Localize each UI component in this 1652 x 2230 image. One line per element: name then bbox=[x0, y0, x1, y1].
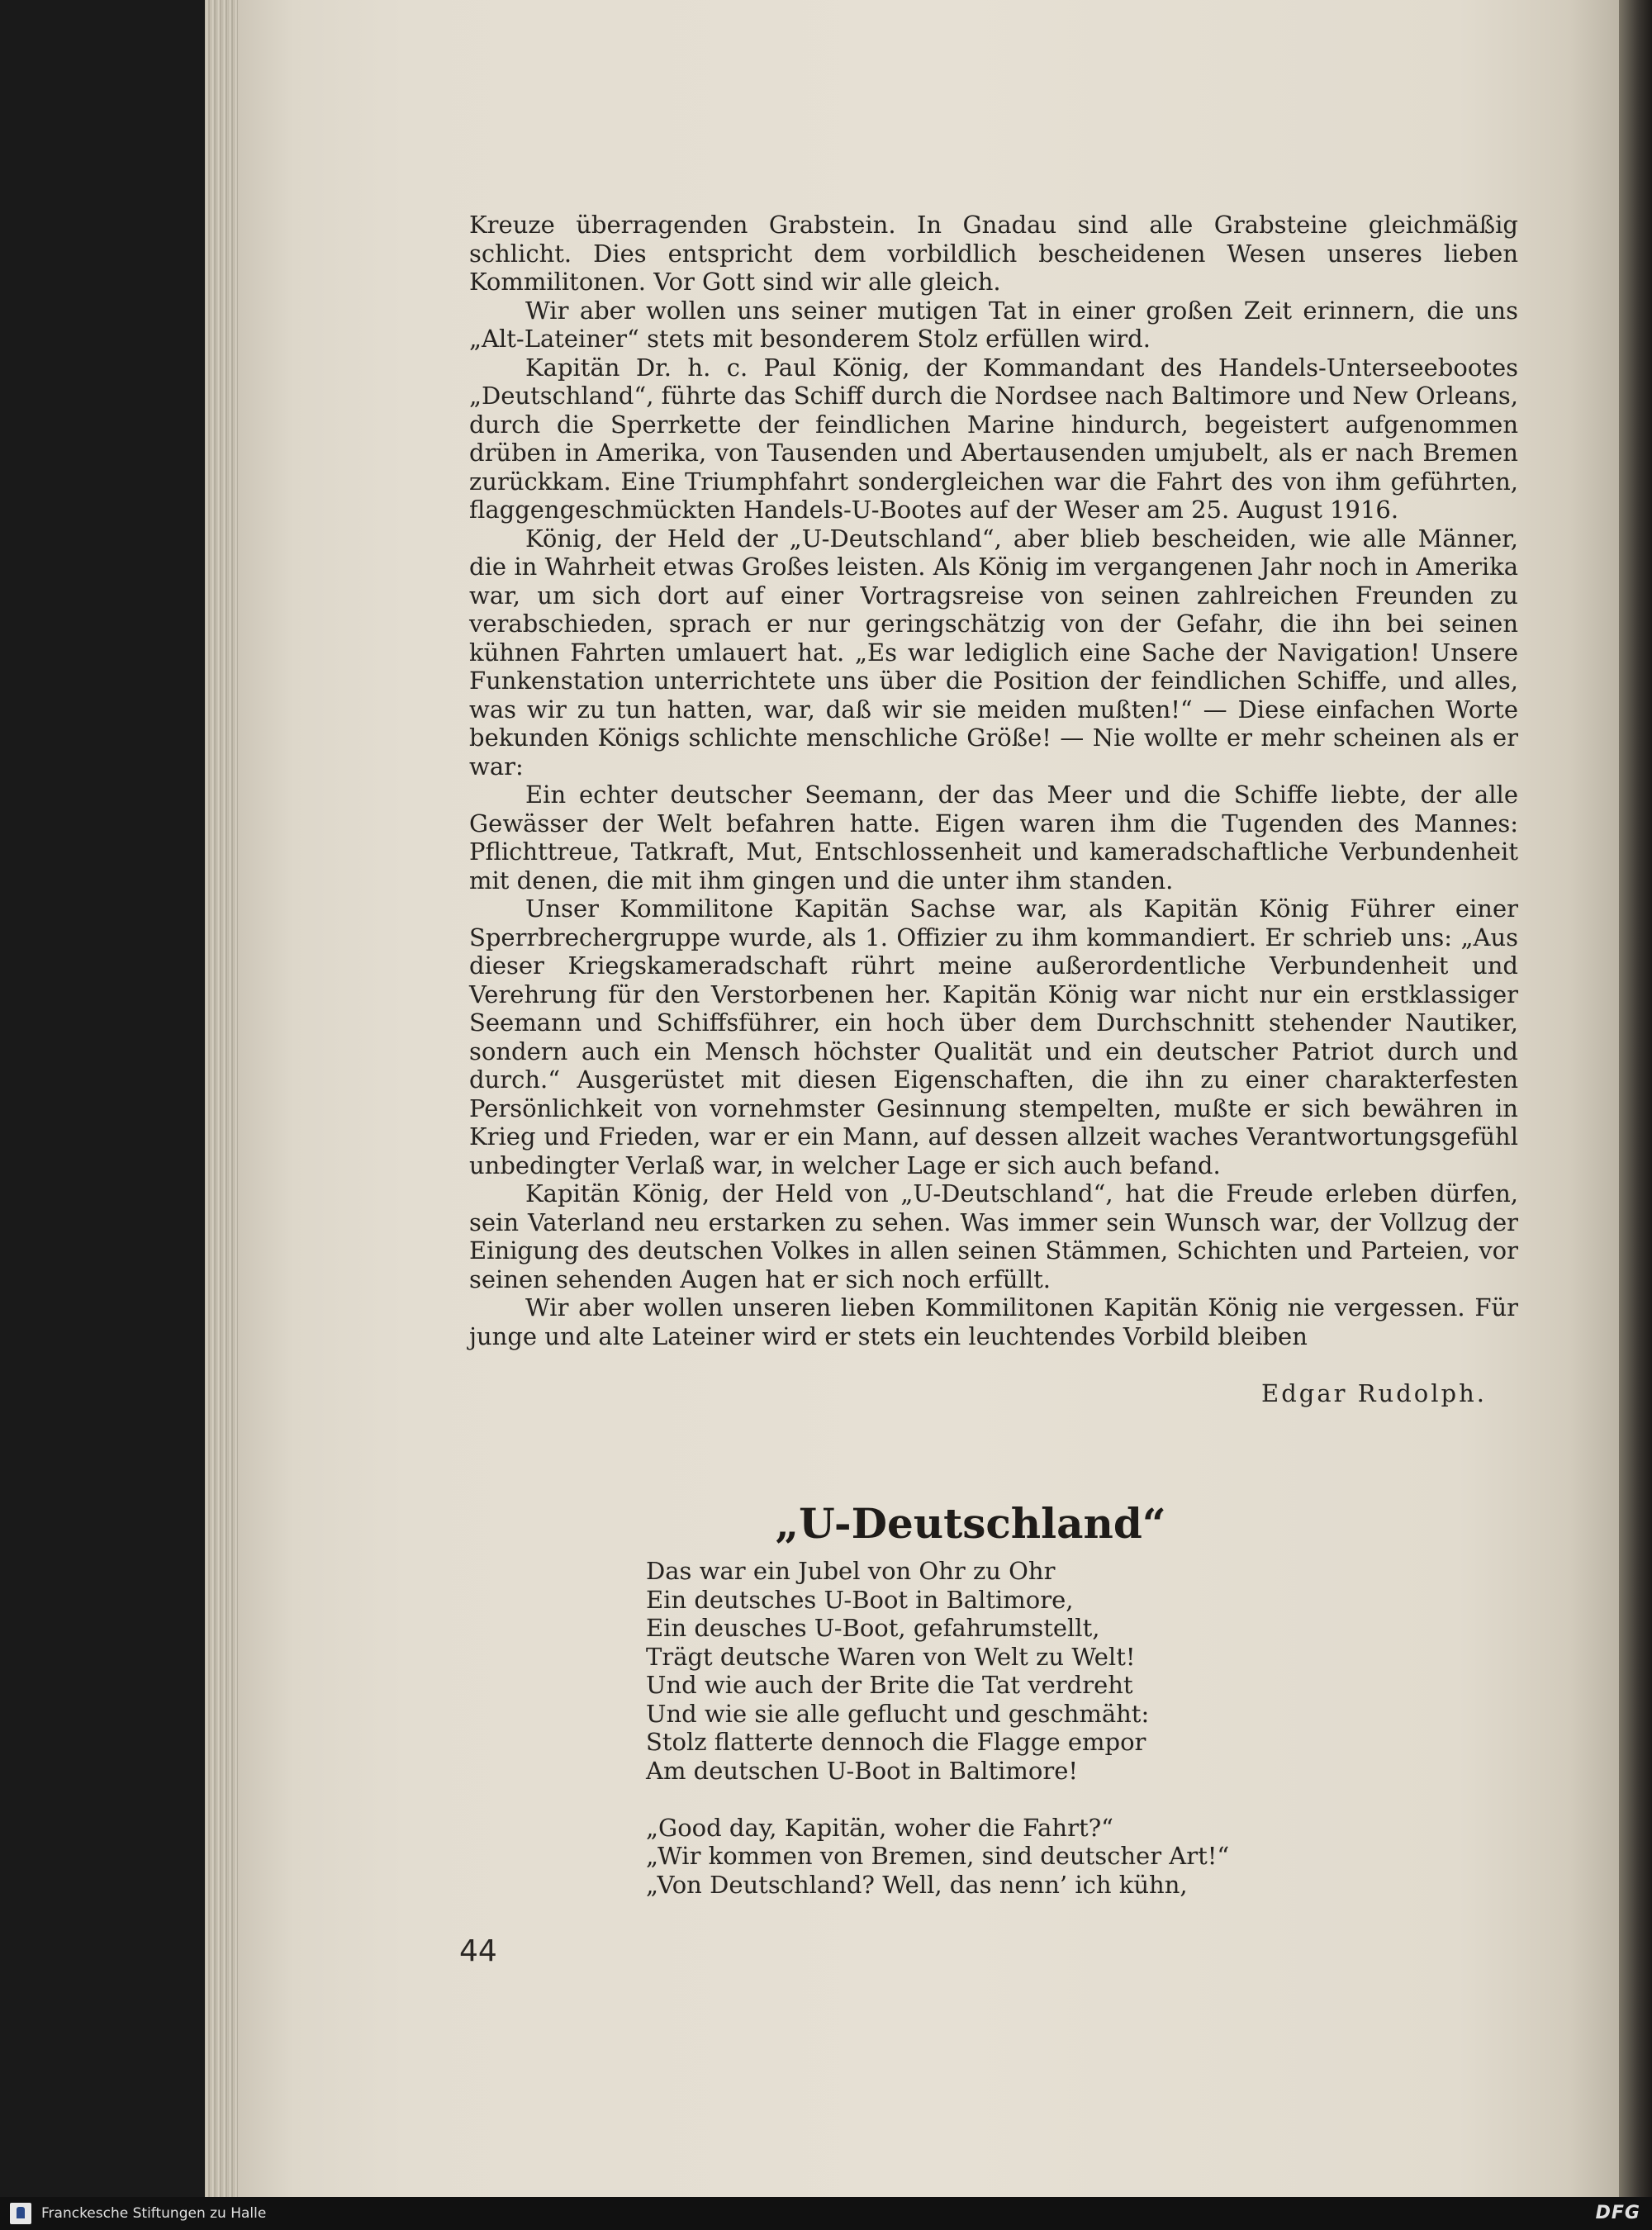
paragraph-6: Unser Kommilitone Kapitän Sachse war, als Kapitän König Führer einer Sperrbrechergruppe wurde, als 1. Offizier zu ihm kommandiert. Er schrieb uns: „Aus dieser Kriegskameradschaft rührt meine außerordentliche Verbundenheit und Verehrung für den Verstorbenen her. Kapitän König war nicht nur ein erstklassiger Seemann und Schiffsführer, ein hoch über dem Durchschnitt stehender Nautiker, sondern auch ein Mensch höchster Qualität und ein deutscher Patriot durch und durch.“ Ausgerüstet mit diesen Eigenschaften, die ihn zu einer charakterfesten Persönlichkeit von vornehmster Gesinnung stempelten, mußte er sich bewähren in Krieg und Frieden, war er ein Mann, auf dessen allzeit waches Verantwortungsgefühl unbedingter Verlaß war, in welcher Lage er sich auch befand. bbox=[469, 894, 1518, 1179]
poem-line: „Von Deutschland? Well, das nenn’ ich kühn, bbox=[646, 1870, 1188, 1899]
page-number: 44 bbox=[459, 1934, 497, 1968]
poem-line: Trägt deutsche Waren von Welt zu Welt! bbox=[646, 1642, 1136, 1671]
paragraph-5: Ein echter deutscher Seemann, der das Meer und die Schiffe liebte, der alle Gewässer der Welt befahren hatte. Eigen waren ihm die Tugenden des Mannes: Pflichttreue, Tatkraft, Mut, Entschlossenheit und kameradschaftliche Verbundenheit mit denen, die mit ihm gingen und die unter ihm standen. bbox=[469, 780, 1518, 894]
paragraph-8: Wir aber wollen unseren lieben Kommilitonen Kapitän König nie vergessen. Für junge und alte Lateiner wird er stets ein leuchtendes Vorbild bleiben bbox=[469, 1293, 1518, 1350]
poem-line: Stolz flatterte dennoch die Flagge empor bbox=[646, 1728, 1146, 1756]
stiftungen-logo-icon[interactable] bbox=[10, 2203, 31, 2224]
book-binding bbox=[1619, 0, 1652, 2197]
poem-line: „Wir kommen von Bremen, sind deutscher Art!“ bbox=[646, 1842, 1230, 1870]
author-signature: Edgar Rudolph. bbox=[1261, 1379, 1487, 1407]
poem-body bbox=[646, 1557, 1389, 1899]
dfg-logo[interactable]: DFG bbox=[1595, 2203, 1640, 2223]
poem-line: Und wie sie alle geflucht und geschmäht: bbox=[646, 1699, 1150, 1728]
poem-line: Ein deusches U-Boot, gefahrumstellt, bbox=[646, 1614, 1100, 1642]
paragraph-7: Kapitän König, der Held von „U-Deutschland“, hat die Freude erleben dürfen, sein Vaterland neu erstarken zu sehen. Was immer sein Wunsch war, der Vollzug der Einigung des deutschen Volkes in allen seinen Stämmen, Schichten und Parteien, vor seinen sehenden Augen hat er sich noch erfüllt. bbox=[469, 1179, 1518, 1293]
poem-line: Und wie auch der Brite die Tat verdreht bbox=[646, 1671, 1133, 1699]
paragraph-4: König, der Held der „U-Deutschland“, aber blieb bescheiden, wie alle Männer, die in Wahrheit etwas Großes leisten. Als König im vergangenen Jahr noch in Amerika war, um sich dort auf einer Vortragsreise von seinen zahlreichen Freunden zu verabschieden, sprach er nur geringschätzig von der Gefahr, die ihn bei seinen kühnen Fahrten umlauert hat. „Es war lediglich eine Sache der Navigation! Unsere Funkenstation unterrichtete uns über die Position der feindlichen Schiffe, und alles, was wir zu tun hatten, war, daß wir sie meiden mußten!“ — Diese einfachen Worte bekunden Königs schlichte menschliche Größe! — Nie wollte er mehr scheinen als er war: bbox=[469, 524, 1518, 780]
article-body bbox=[469, 211, 1518, 1350]
stanza-gap bbox=[646, 1785, 1389, 1814]
poem-line: Am deutschen U-Boot in Baltimore! bbox=[646, 1756, 1079, 1785]
poem-line: „Good day, Kapitän, woher die Fahrt?“ bbox=[646, 1813, 1113, 1842]
viewer-footer bbox=[0, 2197, 1652, 2230]
poem-title: „U-Deutschland“ bbox=[775, 1499, 1166, 1548]
paragraph-1: Kreuze überragenden Grabstein. In Gnadau sind alle Grabsteine gleichmäßig schlicht. Dies entspricht dem vorbildlich bescheidenen Wesen unseres lieben Kommilitonen. Vor Gott sind wir alle gleich. bbox=[469, 211, 1518, 296]
paragraph-2: Wir aber wollen uns seiner mutigen Tat in einer großen Zeit erinnern, die uns „Alt-Lateiner“ stets mit besonderem Stolz erfüllen wird. bbox=[469, 296, 1518, 353]
poem-line: Ein deutsches U-Boot in Baltimore, bbox=[646, 1585, 1074, 1614]
institution-label[interactable]: Franckesche Stiftungen zu Halle bbox=[41, 2205, 267, 2222]
paragraph-3: Kapitän Dr. h. c. Paul König, der Kommandant des Handels-Unterseebootes „Deutschland“, führte das Schiff durch die Nordsee nach Baltimore und New Orleans, durch die Sperrkette der feindlichen Marine hindurch, begeistert aufgenommen drüben in Amerika, von Tausenden und Abertausenden umjubelt, als er nach Bremen zurückkam. Eine Triumphfahrt sondergleichen war die Fahrt des von ihm geführten, flaggengeschmückten Handels-U-Bootes auf der Weser am 25. August 1916. bbox=[469, 353, 1518, 524]
poem-line: Das war ein Jubel von Ohr zu Ohr bbox=[646, 1557, 1056, 1585]
page-stack-edges bbox=[205, 0, 240, 2197]
